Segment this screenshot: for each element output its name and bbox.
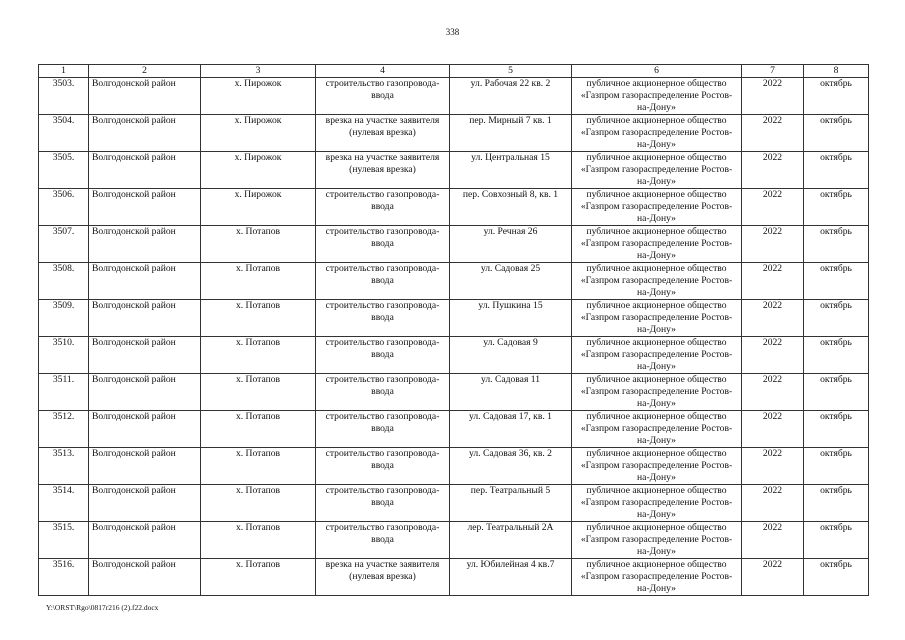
year-cell: 2022 (742, 485, 804, 522)
year-cell: 2022 (742, 115, 804, 152)
register-table (38, 64, 869, 596)
month-cell: октябрь (804, 485, 869, 522)
address-cell: ул. Пушкина 15 (450, 300, 572, 337)
district-cell: Волгодонской район (89, 226, 201, 263)
work-type-cell: врезка на участке заявителя (нулевая врезка) (316, 559, 450, 596)
table-row (39, 78, 869, 115)
column-header: 6 (572, 65, 742, 78)
table-row (39, 115, 869, 152)
table-row (39, 374, 869, 411)
organization-cell: публичное акционерное общество «Газпром газораспределение Ростов-на-Дону» (572, 226, 742, 263)
table-row (39, 300, 869, 337)
table-row (39, 448, 869, 485)
month-cell: октябрь (804, 522, 869, 559)
locality-cell: х. Потапов (201, 300, 316, 337)
table-body (39, 78, 869, 596)
district-cell: Волгодонской район (89, 411, 201, 448)
row-number: 3505. (39, 152, 89, 189)
work-type-cell: врезка на участке заявителя (нулевая врезка) (316, 115, 450, 152)
district-cell: Волгодонской район (89, 485, 201, 522)
work-type-cell: строительство газопровода-ввода (316, 485, 450, 522)
work-type-cell: строительство газопровода-ввода (316, 411, 450, 448)
column-header: 1 (39, 65, 89, 78)
work-type-cell: строительство газопровода-ввода (316, 300, 450, 337)
month-cell: октябрь (804, 374, 869, 411)
column-header: 2 (89, 65, 201, 78)
address-cell: пер. Совхозный 8, кв. 1 (450, 189, 572, 226)
locality-cell: х. Потапов (201, 559, 316, 596)
column-header: 7 (742, 65, 804, 78)
organization-cell: публичное акционерное общество «Газпром газораспределение Ростов-на-Дону» (572, 374, 742, 411)
locality-cell: х. Потапов (201, 448, 316, 485)
district-cell: Волгодонской район (89, 448, 201, 485)
row-number: 3511. (39, 374, 89, 411)
year-cell: 2022 (742, 152, 804, 189)
address-cell: ул. Садовая 17, кв. 1 (450, 411, 572, 448)
month-cell: октябрь (804, 300, 869, 337)
organization-cell: публичное акционерное общество «Газпром газораспределение Ростов-на-Дону» (572, 300, 742, 337)
address-cell: пер. Театральный 5 (450, 485, 572, 522)
district-cell: Волгодонской район (89, 263, 201, 300)
district-cell: Волгодонской район (89, 374, 201, 411)
table-row (39, 152, 869, 189)
district-cell: Волгодонской район (89, 152, 201, 189)
table-row (39, 411, 869, 448)
year-cell: 2022 (742, 263, 804, 300)
work-type-cell: строительство газопровода-ввода (316, 374, 450, 411)
month-cell: октябрь (804, 226, 869, 263)
address-cell: пер. Мирный 7 кв. 1 (450, 115, 572, 152)
address-cell: ул. Рабочая 22 кв. 2 (450, 78, 572, 115)
work-type-cell: строительство газопровода-ввода (316, 337, 450, 374)
month-cell: октябрь (804, 411, 869, 448)
organization-cell: публичное акционерное общество «Газпром газораспределение Ростов-на-Дону» (572, 411, 742, 448)
locality-cell: х. Пирожок (201, 189, 316, 226)
year-cell: 2022 (742, 337, 804, 374)
address-cell: ул. Садовая 11 (450, 374, 572, 411)
work-type-cell: строительство газопровода-ввода (316, 78, 450, 115)
work-type-cell: строительство газопровода-ввода (316, 263, 450, 300)
column-header: 4 (316, 65, 450, 78)
district-cell: Волгодонской район (89, 522, 201, 559)
work-type-cell: строительство газопровода-ввода (316, 448, 450, 485)
row-number: 3512. (39, 411, 89, 448)
locality-cell: х. Потапов (201, 337, 316, 374)
organization-cell: публичное акционерное общество «Газпром газораспределение Ростов-на-Дону» (572, 263, 742, 300)
month-cell: октябрь (804, 448, 869, 485)
row-number: 3515. (39, 522, 89, 559)
address-cell: ул. Садовая 25 (450, 263, 572, 300)
table-row (39, 337, 869, 374)
locality-cell: х. Пирожок (201, 78, 316, 115)
work-type-cell: строительство газопровода-ввода (316, 189, 450, 226)
row-number: 3503. (39, 78, 89, 115)
work-type-cell: строительство газопровода-ввода (316, 522, 450, 559)
table-row (39, 226, 869, 263)
locality-cell: х. Потапов (201, 226, 316, 263)
district-cell: Волгодонской район (89, 189, 201, 226)
district-cell: Волгодонской район (89, 337, 201, 374)
year-cell: 2022 (742, 374, 804, 411)
organization-cell: публичное акционерное общество «Газпром газораспределение Ростов-на-Дону» (572, 115, 742, 152)
organization-cell: публичное акционерное общество «Газпром газораспределение Ростов-на-Дону» (572, 448, 742, 485)
table-row (39, 522, 869, 559)
district-cell: Волгодонской район (89, 300, 201, 337)
work-type-cell: строительство газопровода-ввода (316, 226, 450, 263)
row-number: 3514. (39, 485, 89, 522)
month-cell: октябрь (804, 337, 869, 374)
month-cell: октябрь (804, 78, 869, 115)
address-cell: ул. Юбилейная 4 кв.7 (450, 559, 572, 596)
header-row (39, 65, 869, 78)
month-cell: октябрь (804, 152, 869, 189)
address-cell: ул. Центральная 15 (450, 152, 572, 189)
table-row (39, 559, 869, 596)
year-cell: 2022 (742, 559, 804, 596)
work-type-cell: врезка на участке заявителя (нулевая врезка) (316, 152, 450, 189)
row-number: 3509. (39, 300, 89, 337)
footer-file-path: Y:\ORST\Rgo\0817r216 (2).f22.docx (46, 603, 159, 612)
organization-cell: публичное акционерное общество «Газпром газораспределение Ростов-на-Дону» (572, 337, 742, 374)
locality-cell: х. Потапов (201, 411, 316, 448)
table-row (39, 263, 869, 300)
row-number: 3507. (39, 226, 89, 263)
address-cell: лер. Театральный 2А (450, 522, 572, 559)
table-row (39, 189, 869, 226)
district-cell: Волгодонской район (89, 559, 201, 596)
year-cell: 2022 (742, 411, 804, 448)
row-number: 3513. (39, 448, 89, 485)
row-number: 3504. (39, 115, 89, 152)
organization-cell: публичное акционерное общество «Газпром газораспределение Ростов-на-Дону» (572, 485, 742, 522)
address-cell: ул. Речная 26 (450, 226, 572, 263)
organization-cell: публичное акционерное общество «Газпром газораспределение Ростов-на-Дону» (572, 78, 742, 115)
organization-cell: публичное акционерное общество «Газпром газораспределение Ростов-на-Дону» (572, 559, 742, 596)
district-cell: Волгодонской район (89, 115, 201, 152)
month-cell: октябрь (804, 559, 869, 596)
row-number: 3508. (39, 263, 89, 300)
month-cell: октябрь (804, 115, 869, 152)
address-cell: ул. Садовая 36, кв. 2 (450, 448, 572, 485)
organization-cell: публичное акционерное общество «Газпром газораспределение Ростов-на-Дону» (572, 152, 742, 189)
district-cell: Волгодонской район (89, 78, 201, 115)
year-cell: 2022 (742, 78, 804, 115)
locality-cell: х. Потапов (201, 485, 316, 522)
column-header: 5 (450, 65, 572, 78)
row-number: 3510. (39, 337, 89, 374)
address-cell: ул. Садовая 9 (450, 337, 572, 374)
year-cell: 2022 (742, 226, 804, 263)
year-cell: 2022 (742, 522, 804, 559)
locality-cell: х. Пирожок (201, 152, 316, 189)
table-row (39, 485, 869, 522)
locality-cell: х. Потапов (201, 263, 316, 300)
year-cell: 2022 (742, 300, 804, 337)
month-cell: октябрь (804, 263, 869, 300)
month-cell: октябрь (804, 189, 869, 226)
year-cell: 2022 (742, 448, 804, 485)
year-cell: 2022 (742, 189, 804, 226)
page-number: 338 (445, 27, 460, 37)
row-number: 3506. (39, 189, 89, 226)
row-number: 3516. (39, 559, 89, 596)
organization-cell: публичное акционерное общество «Газпром газораспределение Ростов-на-Дону» (572, 189, 742, 226)
locality-cell: х. Потапов (201, 374, 316, 411)
locality-cell: х. Потапов (201, 522, 316, 559)
organization-cell: публичное акционерное общество «Газпром газораспределение Ростов-на-Дону» (572, 522, 742, 559)
column-header: 3 (201, 65, 316, 78)
column-header: 8 (804, 65, 869, 78)
locality-cell: х. Пирожок (201, 115, 316, 152)
